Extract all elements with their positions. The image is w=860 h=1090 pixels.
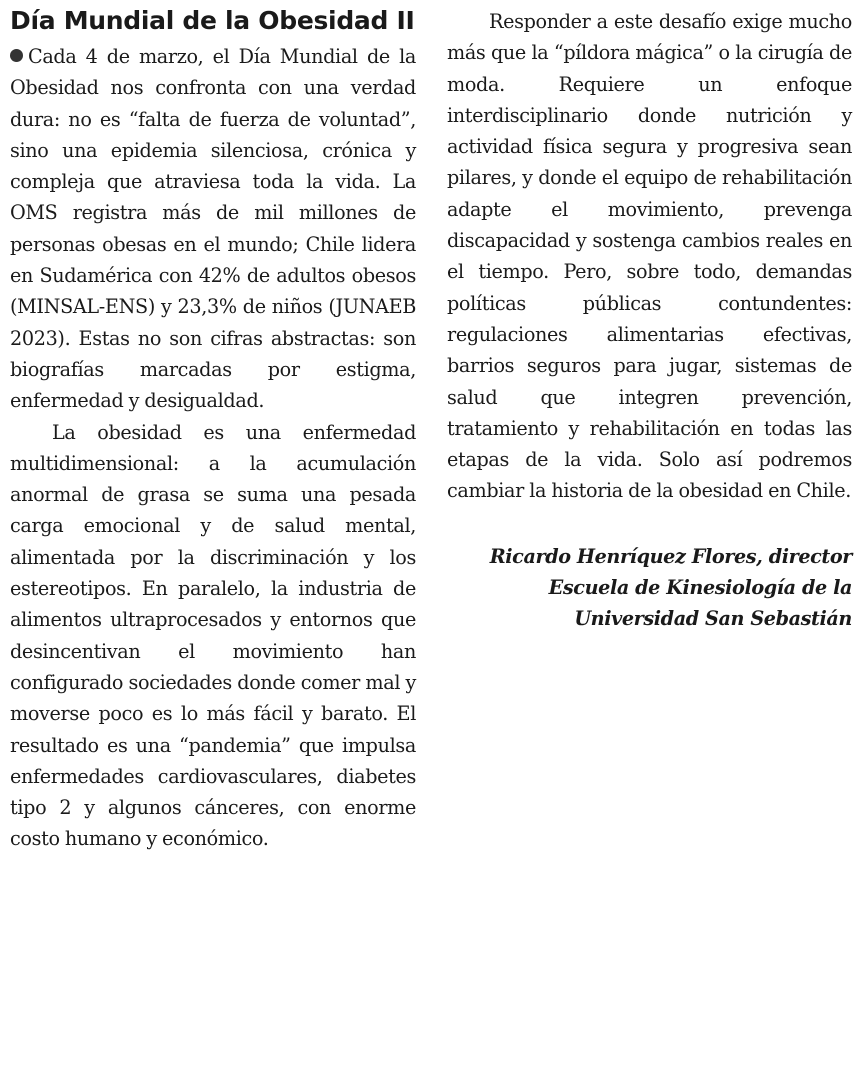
headline: Día Mundial de la Obesidad II	[10, 6, 415, 35]
paragraph-3: Responder a este desafío exige mucho más que la “píldora mágica” o la cirugía de moda. Requiere un enfoque interdisciplinario donde nutrición y actividad física segura y progresiva sean pilares, y donde el equipo de rehabilitación adapte el movimiento, prevenga discapacidad y sostenga cambios reales en el tiempo. Pero, sobre todo, demandas políticas públicas contundentes: regulaciones alimentarias efectivas, barrios seguros para jugar, sistemas de salud que integren prevención, tratamiento y rehabilitación en todas las etapas de la vida. Solo así podremos cambiar la historia de la obesidad en Chile.	[447, 10, 852, 503]
author-signature: Ricardo Henríquez Flores, director Escuela de Kinesiología de la Universidad San Sebastián	[489, 544, 852, 631]
paragraph-1: Cada 4 de marzo, el Día Mundial de la Obesidad nos confronta con una verdad dura: no es “falta de fuerza de voluntad”, sino una epidemia silenciosa, crónica y compleja que atraviesa toda la vida. La OMS registra más de mil millones de personas obesas en el mundo; Chile lidera en Sudamérica con 42% de adultos obesos (MINSAL-ENS) y 23,3% de niños (JUNAEB 2023). Estas no son cifras abstractas: son biografías marcadas por estigma, enfermedad y desigualdad.	[10, 45, 416, 413]
paragraph-1-container	[10, 41, 416, 417]
bullet-icon	[10, 49, 23, 62]
paragraph-2: La obesidad es una enfermedad multidimensional: a la acumulación anormal de grasa se suma una pesada carga emocional y de salud mental, alimentada por la discriminación y los estereotipos. En paralelo, la industria de alimentos ultraprocesados y entornos que desincentivan el movimiento han configurado sociedades donde comer mal y moverse poco es lo más fácil y barato. El resultado es una “pandemia” que impulsa enfermedades cardiovasculares, diabetes tipo 2 y algunos cánceres, con enorme costo humano y económico.	[10, 420, 416, 851]
left-column	[10, 6, 416, 855]
right-column	[447, 6, 852, 635]
